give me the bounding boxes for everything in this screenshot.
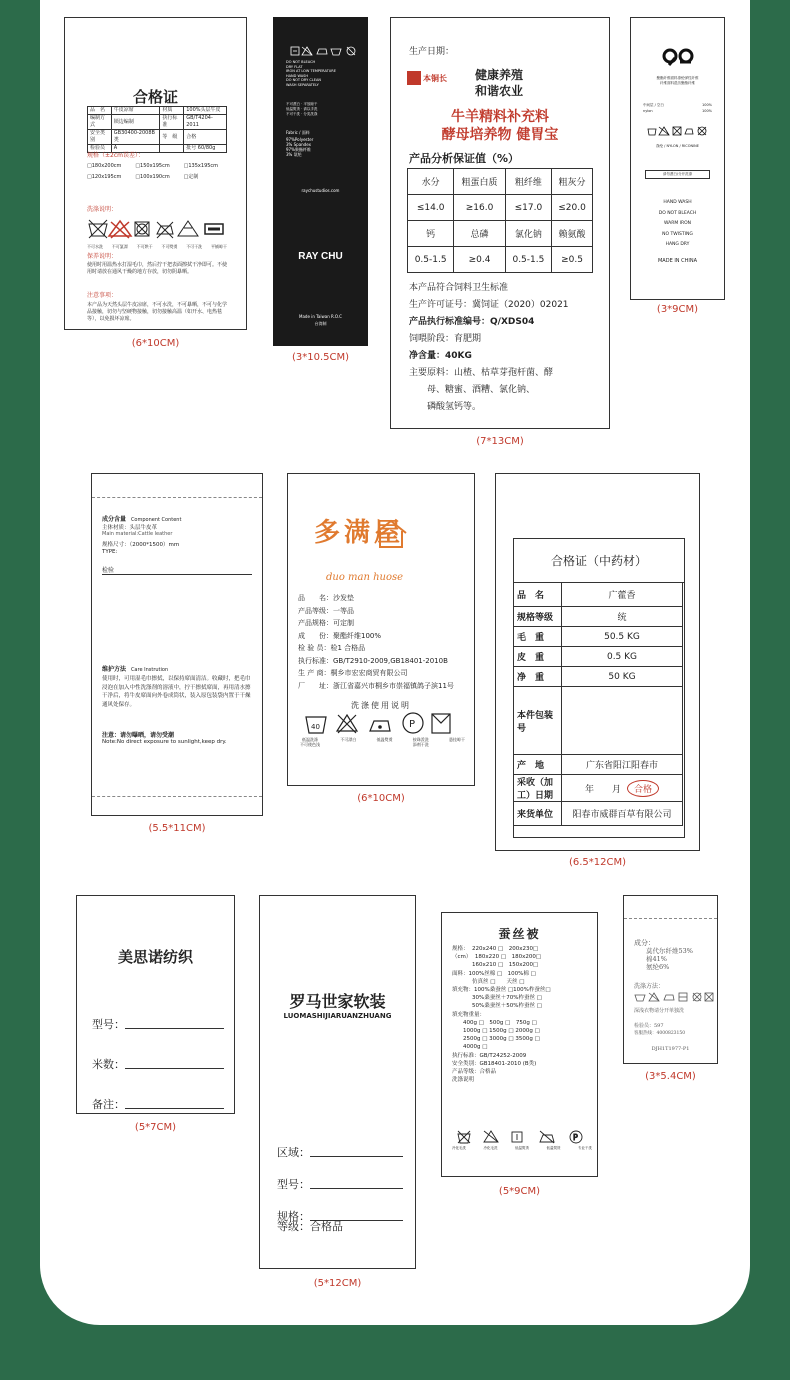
table-row xyxy=(514,607,683,627)
table-row xyxy=(408,169,593,195)
row-label: 品 名 xyxy=(514,583,562,607)
form-field-label: 米数： xyxy=(92,1058,125,1071)
spec-line: 仿真丝 □ 天丝 □ xyxy=(452,978,525,985)
table-cell: A xyxy=(111,145,160,153)
svg-text:P: P xyxy=(573,1133,578,1142)
notice-title: 注意：请勿曝晒，请勿受潮 xyxy=(102,732,175,739)
table-row xyxy=(514,802,683,826)
table-cell: ≤17.0 xyxy=(505,195,551,221)
row-value xyxy=(562,775,683,802)
size-label: (7*13CM) xyxy=(476,436,524,447)
info-line: 产品执行标准编号：Q/XDS04 xyxy=(409,317,535,327)
row-value-text: 50 KG xyxy=(608,671,636,682)
composition-lines xyxy=(646,947,693,971)
row-value-text: 0.5 KG xyxy=(606,651,638,662)
care-instructions xyxy=(631,198,724,251)
size-label: (6*10CM) xyxy=(357,793,405,804)
table-cell: GB30400-2008B类 xyxy=(111,130,160,145)
table-row xyxy=(514,687,683,755)
spec-title: 规格（±2cm误差）： xyxy=(87,152,144,159)
care-symbols-icon xyxy=(290,46,360,56)
fiber-line: 涤纶 / NYLON / RICONINE xyxy=(656,144,699,148)
row-label: 净 重 xyxy=(514,667,562,687)
wash-caption: 专业干洗 xyxy=(578,1146,592,1150)
info-line: 母、糖蜜、酒糟、氯化钠、 xyxy=(409,385,536,395)
table-cell: 氯化钠 xyxy=(505,221,551,247)
row-label: 产 地 xyxy=(514,755,562,775)
dry-clean-label: P xyxy=(409,719,416,730)
tag-pinyin: LUOMASHIJIARUANZHUANG xyxy=(283,1012,392,1020)
analysis-table xyxy=(407,168,593,273)
table-cell: GB/T4204-2011 xyxy=(184,115,227,130)
form-field-line xyxy=(310,1188,403,1189)
table-cell: ≥0.5 xyxy=(552,247,593,273)
table-cell: 粗蛋白质 xyxy=(454,169,505,195)
quilt-specs xyxy=(452,945,597,1084)
perforation-line xyxy=(92,497,262,498)
table-cell: 品 名 xyxy=(88,107,112,115)
tag-title: 蚕丝被 xyxy=(498,927,541,941)
made-in: Made in Taiwan R.O.C xyxy=(299,314,342,319)
service-phone: 客服热线：4000823150 xyxy=(634,1031,686,1036)
row-value xyxy=(562,627,683,647)
no-dryclean-icon xyxy=(178,221,198,236)
logo-mark-icon xyxy=(407,71,421,85)
table-cell: 赖氨酸 xyxy=(552,221,593,247)
inspection-label: 检验 xyxy=(102,567,115,574)
perforation-line xyxy=(624,918,717,919)
notes-title: 注意事项： xyxy=(87,292,118,299)
row-label: 来货单位 xyxy=(514,802,562,826)
form-field-label: 备注： xyxy=(92,1098,125,1111)
row-value-text: 阳春市威群百草有限公司 xyxy=(572,810,672,820)
spec-size: 规格尺寸：（2000*1500）mm xyxy=(102,542,180,548)
product-info xyxy=(298,592,473,692)
composition-cell: 100% xyxy=(701,103,712,107)
brand-logo-icon xyxy=(661,48,695,66)
fabric-line: 97%Polyester xyxy=(286,137,314,142)
house-icon xyxy=(374,519,408,549)
brand-pinyin: duo man huose xyxy=(326,572,404,583)
wash-icon-set xyxy=(456,1130,586,1144)
form-field xyxy=(92,992,224,1032)
info-line: 生产许可证号：冀饲证（2020）02021 xyxy=(409,300,569,310)
care-lines-en xyxy=(286,60,362,87)
table-cell: 钙 xyxy=(408,221,454,247)
size-label: (3*10.5CM) xyxy=(291,352,350,363)
composition-line: 纤维面料混纺聚酯纤维 xyxy=(660,81,695,85)
info-line: 产品规格：可定制 xyxy=(298,619,354,627)
tag-certificate-leather xyxy=(64,17,247,330)
spec-line: 面料：100%丝棉 □ 100%棉 □ xyxy=(452,970,536,977)
fabric-lines xyxy=(286,137,313,157)
row-value xyxy=(562,802,683,826)
form-field-line xyxy=(125,1068,224,1069)
tag-brand-92 xyxy=(630,17,725,300)
info-line: 品 名：沙发垫 xyxy=(298,594,354,602)
form-field-line xyxy=(125,1108,224,1109)
spec-option: □180x200cm xyxy=(87,163,122,169)
table-cell: 总磷 xyxy=(454,221,505,247)
wash-caption: 不可水洗 xyxy=(87,244,103,249)
table-cell: 安全类别 xyxy=(88,130,112,145)
row-value xyxy=(562,687,683,755)
wash-caption: 不可氯漂 xyxy=(111,244,128,249)
table-cell: 材质 xyxy=(160,107,184,115)
fabric-line: 3% 氨纶 xyxy=(286,152,302,157)
wash-caption: 低温熨烫 xyxy=(546,1146,561,1150)
info-table xyxy=(87,106,227,153)
form-field xyxy=(277,1160,403,1192)
wash-icons xyxy=(87,218,227,249)
tag-leather-care xyxy=(91,473,263,816)
table-cell: 牛皮凉席 xyxy=(111,107,160,115)
table-cell: ≥0.4 xyxy=(454,247,505,273)
wash-captions xyxy=(87,244,227,249)
spec-line: 1000g □ 1500g □ 2000g □ xyxy=(452,1028,540,1035)
tag-title: 合格证（中药材） xyxy=(514,539,684,583)
wash-caption: 不可烘干 xyxy=(136,244,153,249)
form-field xyxy=(92,1072,224,1112)
herbal-inner-frame xyxy=(513,538,685,838)
form-field-label: 型号： xyxy=(277,1178,310,1191)
wash-caption: 冷化毛洗 xyxy=(452,1146,466,1150)
brand-cn xyxy=(314,512,408,549)
table-cell xyxy=(160,145,184,153)
care-lines-cn xyxy=(286,102,362,117)
composition-row xyxy=(643,108,712,114)
spec-line: （cm） 180x220 □ 180x200□ xyxy=(452,954,542,961)
spec-line: 规格： 220x240 □ 200x230□ xyxy=(452,946,539,952)
no-bleach-icon xyxy=(109,221,131,238)
row-value-text: 统 xyxy=(617,613,627,623)
component-line-1: 主体材质：头层牛皮革 xyxy=(102,525,158,531)
notice-en: Note:No direct exposure to sunlight,keep dry. xyxy=(102,739,227,745)
slogan-2: 和谐农业 xyxy=(475,84,524,98)
table-cell: 粗纤维 xyxy=(505,169,551,195)
row-value-text: 广东省阳江阳春市 xyxy=(585,761,658,771)
row-label: 采收（加工）日期 xyxy=(514,775,562,802)
wash-caption: 不可漂白 xyxy=(340,737,357,742)
info-line: 主要原料：山楂、枯草芽孢杆菌、酵 xyxy=(409,368,554,378)
table-cell: 100%头层牛皮 xyxy=(184,107,227,115)
composition-rows xyxy=(643,102,712,114)
size-label: (3*5.4CM) xyxy=(645,1071,696,1082)
brand-logo xyxy=(407,68,459,88)
row-value xyxy=(562,667,683,687)
slogan-1: 健康养殖 xyxy=(475,68,524,82)
form-field-label: 型号： xyxy=(92,1018,125,1031)
table-row xyxy=(514,627,683,647)
table-row xyxy=(514,755,683,775)
row-value-text: 50.5 KG xyxy=(604,631,640,642)
component-line-2: Main material:Cattle leather xyxy=(102,531,173,537)
notes-text: 本产品为天然头层牛皮凉席，不可水洗，不可暴晒，不可与化学品接触，切勿与坚硬物接触，切勿接触高温（如开水、电热毯等），以免损坏凉席。 xyxy=(87,302,228,322)
table-row xyxy=(408,195,593,221)
row-label: 毛 重 xyxy=(514,627,562,647)
spec-line: 2500g □ 3000g □ 3500g □ xyxy=(452,1036,540,1043)
no-wash-icon xyxy=(89,220,107,238)
spec-line: 4000g □ xyxy=(452,1044,488,1051)
table-row xyxy=(408,221,593,247)
component-title-cn: 成分含量 xyxy=(102,516,127,523)
table-cell: ≤20.0 xyxy=(552,195,593,221)
care-text: 使用时用温热水打湿毛巾，然后拧干把表面擦拭干净即可。不使用时请放在通风干燥的地方存放，切勿阴暴晒。 xyxy=(87,262,228,275)
row-value xyxy=(562,755,683,775)
tag-silk-quilt xyxy=(441,912,598,1177)
brand-name-cn: 多满屋 xyxy=(314,518,405,548)
care-instruction: NO TWISTING xyxy=(662,231,693,237)
table-cell: 执行标准 xyxy=(160,115,184,130)
brand-name: RAY CHU xyxy=(298,251,343,262)
spec-options xyxy=(87,163,232,181)
table-row xyxy=(514,775,683,802)
table-cell: 等 级 xyxy=(160,130,184,145)
info-line: 成 份：聚酯纤维100% xyxy=(298,631,382,640)
composition-lines xyxy=(637,76,718,86)
care-line: DO NOT BLEACH xyxy=(286,60,316,64)
table-row xyxy=(514,647,683,667)
headline-2: 酵母培养物 健胃宝 xyxy=(441,127,559,143)
stamp: 合格 xyxy=(627,780,659,797)
care-line-cn: 低温熨烫 · 请以手洗 xyxy=(286,107,318,111)
table-cell: 批号 60/80g xyxy=(184,145,227,153)
wash-title: 洗涤使用说明 xyxy=(351,701,411,710)
grade: 等级：合格品 xyxy=(277,1220,343,1233)
table-cell: ≥16.0 xyxy=(454,195,505,221)
spec-line: 填充物：100%桑蚕丝 □100%柞蚕丝□ xyxy=(452,987,551,994)
table-row xyxy=(514,583,683,607)
size-label: (5*7CM) xyxy=(134,1122,177,1133)
tag-herbal-certificate xyxy=(495,473,700,851)
table-cell: 水分 xyxy=(408,169,454,195)
row-value xyxy=(562,583,683,607)
care-instruction: WARM IRON xyxy=(663,221,692,226)
care-instruction: HAND WASH xyxy=(663,200,692,205)
tag-title: 罗马世家软装 xyxy=(289,992,386,1011)
website: raychustudios.com xyxy=(301,188,340,193)
product-code: DJH1T1977-P1 xyxy=(651,1046,690,1052)
table-row xyxy=(88,130,227,145)
made-in: MADE IN CHINA xyxy=(657,258,698,264)
spec-option: □120x195cm xyxy=(87,174,122,180)
comp-title: 成分： xyxy=(634,939,655,947)
info-line: 本产品符合饲料卫生标准 xyxy=(409,283,509,293)
spec-line: 填充物重量： xyxy=(452,1011,486,1018)
logo-text: 本铜长 xyxy=(423,72,447,83)
fabric-line: 97%聚酯纤维 xyxy=(286,147,311,152)
table-cell: 检验员 xyxy=(88,145,112,153)
row-value-text: 年 月 xyxy=(584,784,621,795)
info-line: 检 验 员：检1 合格品 xyxy=(298,644,366,652)
wash-icon-set xyxy=(634,992,714,1002)
composition-cell: 中间层 / 空白 xyxy=(643,103,664,107)
wash-icon-set xyxy=(304,711,464,735)
spec-line: 400g □ 500g □ 750g □ xyxy=(452,1019,537,1026)
wash-note: 深浅衣物请分开单独洗 xyxy=(634,1008,685,1014)
care-line: WASH SEPARATELY xyxy=(286,82,319,87)
wash-caption: 低温熨烫 xyxy=(515,1146,529,1150)
tag-luoma-shijia xyxy=(259,895,416,1269)
spec-line: 安全类别：GB18401-2010 (B类) xyxy=(452,1060,537,1067)
row-label: 皮 重 xyxy=(514,647,562,667)
production-date: 生产日期： xyxy=(409,47,455,57)
care-instruction: HANG DRY xyxy=(665,242,690,247)
analysis-title: 产品分析保证值（%） xyxy=(409,152,520,165)
care-instruction: DO NOT BLEACH xyxy=(658,210,697,216)
composition-line: 棉41% xyxy=(646,955,667,963)
wash-caption: 不可干洗 xyxy=(186,244,203,249)
size-label: (3*9CM) xyxy=(656,304,699,315)
care-text: 使用时，可用湿毛巾擦拭，以保持席面清洁。收藏时，把毛巾浸泡在加入中性洗涤剂的溶液中，拧干擦拭席面，再用清水擦干净后，将牛皮席面向外卷成筒状，装入原包装袋内置于干燥通风处保存。 xyxy=(102,676,251,708)
info-line: 饲喂阶段：育肥期 xyxy=(409,334,482,344)
form-field-line xyxy=(125,1028,224,1029)
wash-icon-set xyxy=(87,218,227,240)
tag-ray-chu xyxy=(273,17,368,346)
composition-cell: nylon xyxy=(643,109,653,113)
no-dry-icon xyxy=(135,222,149,236)
table-cell: 锁边编制 xyxy=(111,115,160,130)
form-field-line xyxy=(310,1156,403,1157)
info-line: 生 产 商：桐乡市宏宏商贸有限公司 xyxy=(298,669,408,677)
table-cell: 0.5-1.5 xyxy=(408,247,454,273)
care-line: DRY FLAT xyxy=(286,64,303,69)
table-row xyxy=(408,247,593,273)
tag-duomanwu xyxy=(287,473,475,786)
spec-line: 执行标准：GB/T24252-2009 xyxy=(452,1052,527,1059)
wash-title: 洗涤方法： xyxy=(634,983,665,990)
spec-line: 30%桑蚕丝＋70%柞蚕丝 □ xyxy=(452,995,542,1002)
spec-line: 洗涤说明 xyxy=(452,1077,475,1084)
row-value-text: 广藿香 xyxy=(608,591,636,601)
care-line: DO NOT DRY CLEAN xyxy=(286,78,321,82)
wash-caption: 不可熨烫 xyxy=(161,244,178,249)
tag-feed-supplement xyxy=(390,17,610,429)
fabric-line: 3% Spandex xyxy=(286,142,311,147)
table-row xyxy=(88,107,227,115)
headline-1: 牛羊精料补充料 xyxy=(451,109,549,125)
perforation-line-bottom xyxy=(92,796,262,797)
composition-line: 聚酯纤维面料涤纶弹性纤维 xyxy=(656,76,699,80)
info-line: 产品等级：一等品 xyxy=(298,606,354,615)
dry-flat-icon xyxy=(205,224,223,234)
table-cell: ≤14.0 xyxy=(408,195,454,221)
form-fields xyxy=(92,992,224,1112)
table-row xyxy=(514,667,683,687)
care-line-cn: 不可干洗 · 分类洗涤 xyxy=(286,112,318,116)
size-label: (6.5*12CM) xyxy=(568,857,627,868)
row-value xyxy=(562,647,683,667)
type-field: TYPE: xyxy=(102,549,118,555)
care-title-en: Care Instrution xyxy=(130,667,169,673)
size-label: (5*12CM) xyxy=(313,1278,362,1289)
herbal-table xyxy=(513,582,683,826)
spec-line: 产品等级：合格品 xyxy=(452,1069,497,1076)
spec-line: 50%桑蚕丝＋50%柞蚕丝 □ xyxy=(452,1003,542,1010)
table-cell: 合格 xyxy=(184,130,227,145)
warning-box: 请勿漂白/分开洗涤 xyxy=(645,170,710,179)
care-line: IRON AT LOW TEMPERATURE xyxy=(286,69,336,73)
info-line: 磷酸氢钙等。 xyxy=(409,402,482,412)
table-cell: 粗灰分 xyxy=(552,169,593,195)
inspection-field xyxy=(102,565,252,575)
wash-captions xyxy=(300,737,465,747)
table-cell: 编制方式 xyxy=(88,115,112,130)
wash-temp-label: 40 xyxy=(311,723,320,731)
care-title: 保养说明： xyxy=(87,253,118,260)
product-info xyxy=(409,280,604,416)
size-label: (5*9CM) xyxy=(498,1186,541,1197)
care-line: HAND WASH xyxy=(286,73,308,78)
composition-line: 莫代尔纤维53% xyxy=(646,947,693,955)
wash-caption: 平铺晾干 xyxy=(210,244,227,249)
spec-option: □135x195cm xyxy=(183,163,219,169)
row-label: 本件包装号 xyxy=(514,687,562,755)
tag-title: 合格证 xyxy=(132,88,178,106)
care-icons xyxy=(647,126,709,136)
table-cell: 0.5-1.5 xyxy=(505,247,551,273)
wash-caption: 按珠泼洗 添剂干洗 xyxy=(412,737,429,747)
wash-caption: 悬挂晾干 xyxy=(449,737,465,742)
wash-captions xyxy=(452,1146,592,1151)
tag-title: 美思诺纺织 xyxy=(117,948,193,966)
tag-meisinuo xyxy=(76,895,235,1114)
info-line: 执行标准：GB/T2910-2009,GB18401-2010B xyxy=(298,656,448,665)
composition-cell: 100% xyxy=(701,109,712,113)
care-line-cn: 不可漂白 · 平放晾干 xyxy=(286,102,318,106)
no-iron-icon xyxy=(157,222,173,238)
wash-title: 洗涤说明： xyxy=(87,206,118,213)
form-field-label: 区域： xyxy=(277,1146,310,1159)
form-field xyxy=(92,1032,224,1072)
spec-option: □150x195cm xyxy=(135,163,170,169)
table-row xyxy=(88,115,227,130)
composition-line: 氨纶6% xyxy=(646,963,670,971)
component-title-en: Component Content xyxy=(130,517,182,523)
care-title xyxy=(102,664,168,673)
checker: 检验员：597 xyxy=(634,1023,664,1029)
spec-line: 160x210 □ 150x200□ xyxy=(452,962,539,969)
wash-caption: 低温熨烫 xyxy=(376,737,393,742)
spec-option: □定制 xyxy=(183,174,199,180)
component-title xyxy=(102,514,181,523)
care-title-cn: 维护方法 xyxy=(102,666,127,673)
made-in-cn: 台湾制 xyxy=(314,321,327,326)
row-label: 规格等级 xyxy=(514,607,562,627)
info-line: 净含量：40KG xyxy=(409,351,472,361)
form-fields xyxy=(277,1128,403,1224)
wash-caption: 冷化毛洗 xyxy=(483,1146,498,1150)
spec-option: □100x190cm xyxy=(135,174,170,180)
tag-modal-fiber xyxy=(623,895,718,1064)
info-line: 厂 址：浙江省嘉兴市桐乡市崇福镇鸽子滨11号 xyxy=(298,681,454,690)
row-value xyxy=(562,607,683,627)
fabric-label: Fabric / 面料 xyxy=(286,130,310,135)
size-label: (6*10CM) xyxy=(131,338,180,349)
form-field-label: 规格： xyxy=(277,1210,310,1223)
wash-caption: 低温洗涤 不可使色浅 xyxy=(300,737,320,747)
form-field xyxy=(277,1128,403,1160)
size-label: (5.5*11CM) xyxy=(148,823,206,834)
